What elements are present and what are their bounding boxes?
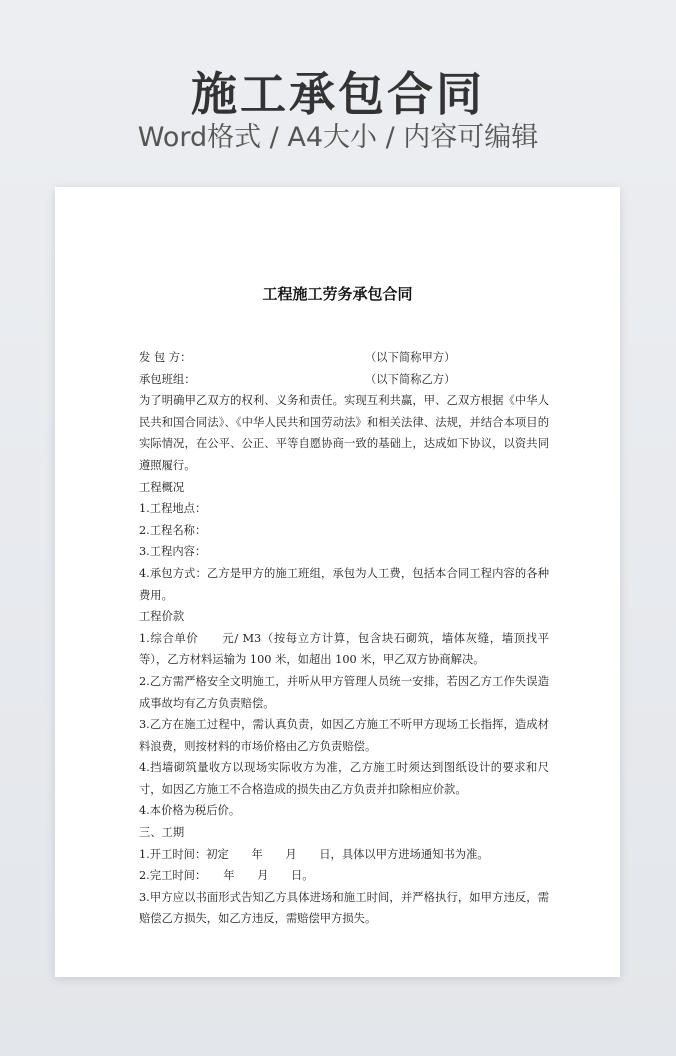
document-title: 工程施工劳务承包合同 bbox=[262, 285, 413, 303]
list-item: 4.承包方式：乙方是甲方的施工班组，承包为人工费，包括本合同工程内容的各种费用。 bbox=[139, 566, 549, 602]
section-heading: 工程价款 bbox=[139, 610, 185, 624]
party-a-note: （以下简称甲方） bbox=[365, 351, 456, 364]
document-page bbox=[55, 187, 620, 977]
list-item: 4.挡墙砌筑量收方以现场实际收方为准，乙方施工时须达到图纸设计的要求和尺寸，如因乙方施工不合格造成的损失由乙方负责并扣除相应价款。 bbox=[139, 761, 549, 796]
party-b-line bbox=[139, 369, 549, 391]
section-heading: 三、工期 bbox=[139, 826, 185, 840]
list-item: 3.乙方在施工过程中，需认真负责，如因乙方施工不听甲方现场工长指挥，造成材料浪费，则按材料的市场价格由乙方负责赔偿。 bbox=[139, 718, 549, 753]
list-item: 2.工程名称： bbox=[139, 523, 207, 537]
list-item: 3.工程内容： bbox=[139, 545, 207, 559]
list-item: 1.开工时间：初定 年 月 日，具体以甲方进场通知书为准。 bbox=[139, 847, 489, 861]
party-b-note: （以下简称乙方） bbox=[365, 372, 456, 386]
page-title: 施工承包合同 bbox=[191, 67, 485, 121]
list-item: 2.乙方需严格安全文明施工，并听从甲方管理人员统一安排，若因乙方工作失误造成事故均有乙方负责赔偿。 bbox=[139, 674, 549, 710]
intro-paragraph: 为了明确甲乙双方的权利、义务和责任。实现互利共赢，甲、乙双方根据《中华人民共和国合同法》、《中华人民共和国劳动法》和相关法律、法规，并结合本项目的实际情况，在公平、公正、平等自愿协商一致的基础上，达成如下协议，以资共同遵照履行。 bbox=[139, 394, 549, 472]
party-a-label: 发 包 方： bbox=[139, 351, 192, 364]
section-heading: 工程概况 bbox=[139, 480, 185, 494]
party-b-label: 承包班组： bbox=[139, 372, 196, 386]
page-subtitle: Word格式 / A4大小 / 内容可编辑 bbox=[137, 122, 539, 153]
list-item: 4.本价格为税后价。 bbox=[139, 804, 241, 818]
list-item: 2.完工时间： 年 月 日。 bbox=[139, 869, 314, 883]
list-item: 3.甲方应以书面形式告知乙方具体进场和施工时间，并严格执行，如甲方违反，需赔偿乙方损失，如乙方违反，需赔偿甲方损失。 bbox=[139, 890, 549, 926]
list-item: 1.综合单价 元/ M3（按每立方计算，包含块石砌筑，墙体灰缝，墙顶找平等），乙方材料运输为 100 米，如超出 100 米，甲乙双方协商解决。 bbox=[139, 631, 549, 667]
document-body bbox=[139, 347, 549, 930]
party-a-line bbox=[139, 347, 549, 369]
list-item: 1.工程地点： bbox=[139, 502, 207, 516]
